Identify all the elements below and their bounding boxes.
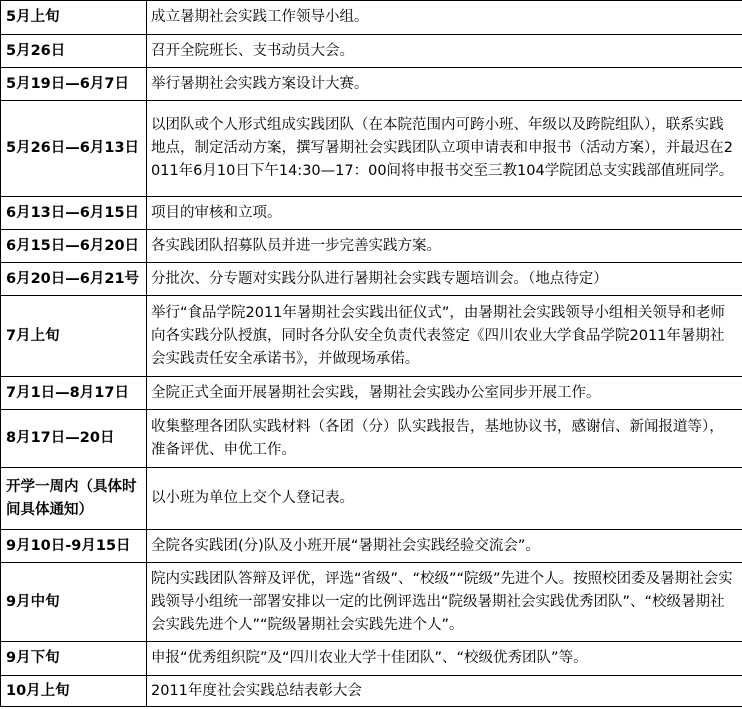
table-row: [1, 263, 742, 296]
activity-cell: 召开全院班长、支书动员大会。: [147, 35, 742, 68]
table-row: [1, 642, 742, 676]
table-row: [1, 377, 742, 410]
date-cell: 5月19日—6月7日: [1, 68, 147, 101]
date-cell: 5月上旬: [1, 1, 147, 35]
activity-cell: 院内实践团队答辩及评优，评选“省级”、“校级”“院级”先进个人。按照校团委及暑期社会实践领导小组统一部署安排以一定的比例评选出“院级暑期社会实践优秀团队”、“校级暑期社会实践先进个人”“院级暑期社会实践先进个人”。: [147, 563, 742, 642]
activity-cell: 举行“食品学院2011年暑期社会实践出征仪式”，由暑期社会实践领导小组相关领导和老师向各实践分队授旗，同时各分队安全负责代表签定《四川农业大学食品学院2011年暑期社会实践责任安全承诺书》，并做现场承偌。: [147, 296, 742, 377]
date-cell: 5月26日—6月13日: [1, 101, 147, 197]
date-cell: 9月中旬: [1, 563, 147, 642]
activity-cell: 2011年度社会实践总结表彰大会: [147, 676, 742, 707]
activity-cell: 各实践团队招募队员并进一步完善实践方案。: [147, 230, 742, 263]
date-cell: 9月10日-9月15日: [1, 530, 147, 563]
table-row: [1, 530, 742, 563]
table-row: [1, 563, 742, 642]
activity-cell: 全院正式全面开展暑期社会实践，暑期社会实践办公室同步开展工作。: [147, 377, 742, 410]
table-row: [1, 410, 742, 468]
table-row: [1, 230, 742, 263]
table-row: [1, 35, 742, 68]
date-cell: 7月上旬: [1, 296, 147, 377]
date-cell: 5月26日: [1, 35, 147, 68]
activity-cell: 以小班为单位上交个人登记表。: [147, 468, 742, 530]
table-row: [1, 468, 742, 530]
table-row: [1, 197, 742, 230]
activity-cell: 举行暑期社会实践方案设计大赛。: [147, 68, 742, 101]
activity-cell: 成立暑期社会实践工作领导小组。: [147, 1, 742, 35]
date-cell: 6月15日—6月20日: [1, 230, 147, 263]
date-cell: 6月20日—6月21号: [1, 263, 147, 296]
activity-cell: 申报“优秀组织院”及“四川农业大学十佳团队”、“校级优秀团队”等。: [147, 642, 742, 676]
date-cell: 开学一周内（具体时间具体通知）: [1, 468, 147, 530]
table-row: [1, 1, 742, 35]
activity-cell: 收集整理各团队实践材料（各团（分）队实践报告，基地协议书，感谢信、新闻报道等），准备评优、申优工作。: [147, 410, 742, 468]
date-cell: 9月下旬: [1, 642, 147, 676]
date-cell: 7月1日—8月17日: [1, 377, 147, 410]
date-cell: 6月13日—6月15日: [1, 197, 147, 230]
activity-cell: 分批次、分专题对实践分队进行暑期社会实践专题培训会。（地点待定）: [147, 263, 742, 296]
activity-cell: 项目的审核和立项。: [147, 197, 742, 230]
table-row: [1, 676, 742, 707]
table-row: [1, 296, 742, 377]
date-cell: 10月上旬: [1, 676, 147, 707]
activity-cell: 全院各实践团(分)队及小班开展“暑期社会实践经验交流会”。: [147, 530, 742, 563]
table-row: [1, 101, 742, 197]
activity-cell: 以团队或个人形式组成实践团队（在本院范围内可跨小班、年级以及跨院组队），联系实践地点，制定活动方案，撰写暑期社会实践团队立项申请表和申报书（活动方案），并最迟在2011年6月10日下午14:30—17：00间将申报书交至三教104学院团总支实践部值班同学。: [147, 101, 742, 197]
date-cell: 8月17日—20日: [1, 410, 147, 468]
table-row: [1, 68, 742, 101]
